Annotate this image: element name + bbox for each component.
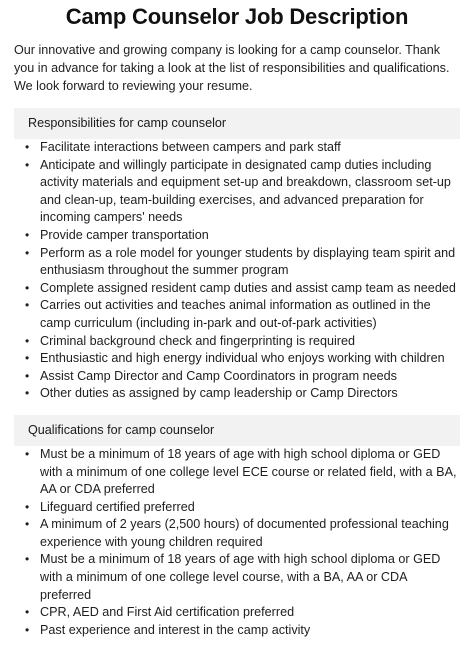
bullet-icon: • bbox=[25, 140, 30, 154]
list-item bbox=[24, 227, 460, 245]
list-item bbox=[24, 157, 460, 227]
list-item-text: Criminal background check and fingerprinting is required bbox=[40, 333, 356, 348]
list-item bbox=[24, 604, 460, 622]
list-item-text: Other duties as assigned by camp leadership or Camp Directors bbox=[40, 386, 398, 401]
list-item-text: Facilitate interactions between campers and park staff bbox=[40, 140, 341, 154]
list-item bbox=[24, 385, 460, 403]
bullet-icon: • bbox=[25, 499, 30, 514]
bullet-icon: • bbox=[25, 245, 30, 260]
bullet-icon: • bbox=[25, 333, 30, 348]
qualifications-heading: Qualifications for camp counselor bbox=[14, 415, 460, 446]
list-item bbox=[24, 333, 460, 351]
bullet-icon: • bbox=[25, 368, 30, 383]
list-item bbox=[24, 350, 460, 368]
qualifications-list bbox=[14, 446, 460, 640]
list-item-text: Past experience and interest in the camp activity bbox=[40, 622, 311, 637]
list-item-text: Carries out activities and teaches animal information as outlined in the camp curriculum (including in-park and out-of-park activities) bbox=[40, 298, 431, 330]
bullet-icon: • bbox=[25, 517, 30, 532]
list-item-text: Must be a minimum of 18 years of age with high school diploma or GED with a minimum of one college level course, with a BA, AA or CDA preferred bbox=[40, 552, 441, 602]
bullet-icon: • bbox=[25, 605, 30, 620]
list-item bbox=[24, 368, 460, 386]
bullet-icon: • bbox=[25, 386, 30, 401]
list-item bbox=[24, 622, 460, 640]
list-item bbox=[24, 516, 460, 551]
list-item bbox=[24, 139, 460, 157]
responsibilities-heading: Responsibilities for camp counselor bbox=[14, 108, 460, 139]
bullet-icon: • bbox=[25, 280, 30, 295]
list-item bbox=[24, 280, 460, 298]
list-item bbox=[24, 245, 460, 280]
list-item-text: Must be a minimum of 18 years of age with high school diploma or GED with a minimum of one college level ECE course or related field, with a BA, AA or CDA preferred bbox=[40, 446, 457, 497]
bullet-icon: • bbox=[25, 446, 30, 461]
list-item-text: Anticipate and willingly participate in designated camp duties including activity materials and equipment set-up and breakdown, classroom set-up and clean-up, team-building exercises, and advanced preparation for incoming campers' needs bbox=[40, 157, 451, 225]
bullet-icon: • bbox=[25, 552, 30, 567]
bullet-icon: • bbox=[25, 622, 30, 637]
list-item-text: A minimum of 2 years (2,500 hours) of documented professional teaching experience with young children required bbox=[40, 517, 449, 549]
list-item-text: Perform as a role model for younger students by displaying team spirit and enthusiasm throughout the summer program bbox=[40, 245, 456, 278]
page-title: Camp Counselor Job Description bbox=[65, 4, 409, 29]
bullet-icon: • bbox=[25, 298, 30, 313]
intro-paragraph: Our innovative and growing company is looking for a camp counselor. Thank you in advance for taking a look at the list of responsibilities and qualifications. We look forward to reviewing your resume. bbox=[14, 43, 450, 93]
list-item-text: Lifeguard certified preferred bbox=[40, 499, 195, 514]
list-item-text: CPR, AED and First Aid certification preferred bbox=[40, 605, 295, 620]
list-item-text: Assist Camp Director and Camp Coordinators in program needs bbox=[40, 368, 397, 383]
bullet-icon: • bbox=[25, 351, 30, 366]
list-item-text: Enthusiastic and high energy individual who enjoys working with children bbox=[40, 351, 445, 366]
list-item bbox=[24, 499, 460, 517]
responsibilities-list bbox=[14, 139, 460, 403]
list-item bbox=[24, 297, 460, 332]
list-item-text: Provide camper transportation bbox=[40, 227, 209, 242]
list-item-text: Complete assigned resident camp duties and assist camp team as needed bbox=[40, 280, 456, 295]
list-item bbox=[24, 446, 460, 499]
list-item bbox=[24, 551, 460, 604]
bullet-icon: • bbox=[25, 227, 30, 242]
bullet-icon: • bbox=[25, 157, 30, 172]
